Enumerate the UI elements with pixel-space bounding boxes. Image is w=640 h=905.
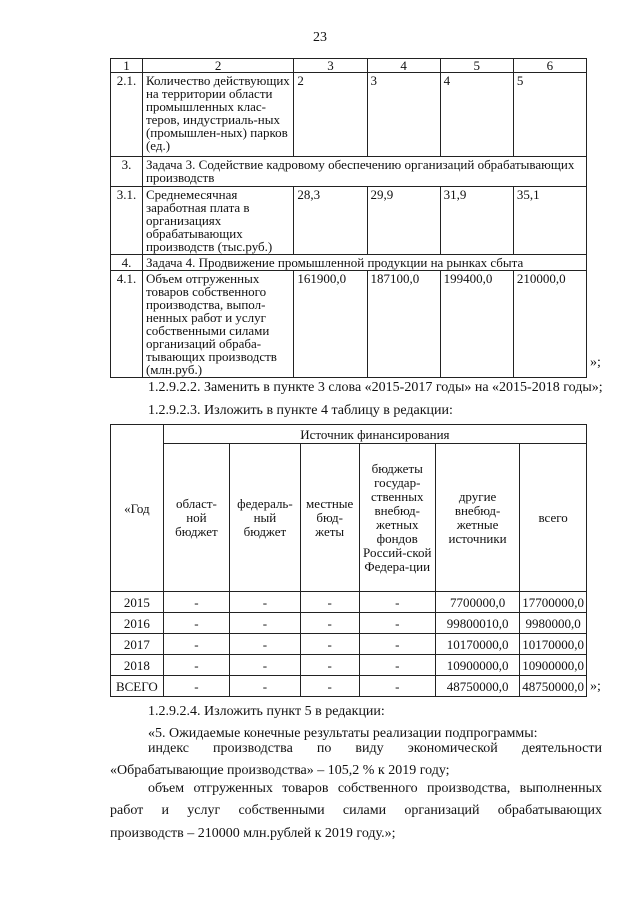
value-cell: 9980000,0 [520, 613, 587, 634]
table-row [111, 592, 587, 613]
row-number: 4. [111, 255, 143, 271]
column-header: всего [520, 444, 587, 592]
value-cell: 199400,0 [440, 271, 513, 378]
paragraph-line: производств – 210000 млн.рублей к 2019 году.»; [110, 826, 396, 841]
task-title: Задача 4. Продвижение промышленной продукции на рынках сбыта [142, 255, 586, 271]
indicators-table [110, 58, 587, 378]
year-cell: 2016 [111, 613, 164, 634]
table-row-total [111, 676, 587, 697]
value-cell: 29,9 [367, 187, 440, 255]
value-cell: - [359, 655, 435, 676]
table-subheader-row [111, 444, 587, 592]
value-cell: - [300, 592, 359, 613]
paragraph-line: индекс производства по виду экономической деятельности [148, 741, 602, 756]
table-row [111, 187, 587, 255]
value-cell: - [230, 634, 301, 655]
header-cell: 5 [440, 59, 513, 73]
value-cell: 3 [367, 73, 440, 157]
page-number: 23 [313, 30, 327, 45]
paragraph-line: работ и услуг собственными силами организаций обрабатывающих [110, 803, 602, 818]
table-header-row [111, 425, 587, 444]
row-number: 3.1. [111, 187, 143, 255]
table-header-row [111, 59, 587, 73]
column-header: област-ной бюджет [163, 444, 229, 592]
indicator-name: Количество действующих на территории области промышленных клас-теров, индустриаль-ных (промышлен-ных) парков (ед.) [142, 73, 293, 157]
table-row [111, 157, 587, 187]
indicator-name: Объем отгруженных товаров собственного производства, выпол-ненных работ и услуг собственными силами организаций обраба-тывающих производств (млн.руб.) [142, 271, 293, 378]
paragraph: «5. Ожидаемые конечные результаты реализации подпрограммы: [148, 726, 538, 741]
value-cell: - [300, 634, 359, 655]
value-cell: 10900000,0 [435, 655, 519, 676]
source-header: Источник финансирования [163, 425, 586, 444]
task-title: Задача 3. Содействие кадровому обеспечению организаций обрабатывающих производств [142, 157, 586, 187]
value-cell: - [300, 655, 359, 676]
value-cell: 7700000,0 [435, 592, 519, 613]
value-cell: 10170000,0 [435, 634, 519, 655]
paragraph-line: «Обрабатывающие производства» – 105,2 % к 2019 году; [110, 763, 450, 778]
value-cell: 210000,0 [513, 271, 586, 378]
table-closing-quote: »; [590, 679, 601, 694]
table-row [111, 613, 587, 634]
year-cell: 2018 [111, 655, 164, 676]
value-cell: 35,1 [513, 187, 586, 255]
paragraph: 1.2.9.2.3. Изложить в пункте 4 таблицу в редакции: [148, 403, 453, 418]
column-header: другие внебюд-жетные источники [435, 444, 519, 592]
value-cell: - [163, 592, 229, 613]
table-row [111, 73, 587, 157]
value-cell: - [359, 592, 435, 613]
value-cell: - [230, 655, 301, 676]
value-cell: 161900,0 [294, 271, 367, 378]
financing-table [110, 424, 587, 697]
value-cell: 2 [294, 73, 367, 157]
value-cell: - [230, 592, 301, 613]
value-cell: - [230, 613, 301, 634]
row-number: 4.1. [111, 271, 143, 378]
value-cell: - [359, 634, 435, 655]
paragraph-line: объем отгруженных товаров собственного производства, выполненных [148, 781, 602, 796]
value-cell: - [230, 676, 301, 697]
value-cell: - [163, 676, 229, 697]
year-cell: 2015 [111, 592, 164, 613]
table-row [111, 655, 587, 676]
year-header: «Год [111, 425, 164, 592]
header-cell: 6 [513, 59, 586, 73]
table-closing-quote: »; [590, 355, 601, 370]
column-header: бюджеты государ-ственных внебюд-жетных фондов Россий-ской Федера-ции [359, 444, 435, 592]
value-cell: 10900000,0 [520, 655, 587, 676]
value-cell: 4 [440, 73, 513, 157]
year-cell: ВСЕГО [111, 676, 164, 697]
table-row [111, 634, 587, 655]
row-number: 2.1. [111, 73, 143, 157]
value-cell: 31,9 [440, 187, 513, 255]
value-cell: 48750000,0 [435, 676, 519, 697]
value-cell: 17700000,0 [520, 592, 587, 613]
paragraph: 1.2.9.2.4. Изложить пункт 5 в редакции: [148, 704, 385, 719]
column-header: федераль-ный бюджет [230, 444, 301, 592]
column-header: местные бюд-жеты [300, 444, 359, 592]
value-cell: - [359, 676, 435, 697]
value-cell: 10170000,0 [520, 634, 587, 655]
year-cell: 2017 [111, 634, 164, 655]
header-cell: 1 [111, 59, 143, 73]
table-row [111, 271, 587, 378]
header-cell: 2 [142, 59, 293, 73]
header-cell: 3 [294, 59, 367, 73]
value-cell: 99800010,0 [435, 613, 519, 634]
value-cell: - [300, 613, 359, 634]
value-cell: 187100,0 [367, 271, 440, 378]
table-row [111, 255, 587, 271]
value-cell: - [163, 613, 229, 634]
row-number: 3. [111, 157, 143, 187]
value-cell: 48750000,0 [520, 676, 587, 697]
indicator-name: Среднемесячная заработная плата в организациях обрабатывающих производств (тыс.руб.) [142, 187, 293, 255]
value-cell: - [163, 655, 229, 676]
value-cell: - [300, 676, 359, 697]
value-cell: - [163, 634, 229, 655]
header-cell: 4 [367, 59, 440, 73]
paragraph: 1.2.9.2.2. Заменить в пункте 3 слова «2015-2017 годы» на «2015-2018 годы»; [148, 380, 603, 395]
value-cell: 5 [513, 73, 586, 157]
value-cell: - [359, 613, 435, 634]
value-cell: 28,3 [294, 187, 367, 255]
